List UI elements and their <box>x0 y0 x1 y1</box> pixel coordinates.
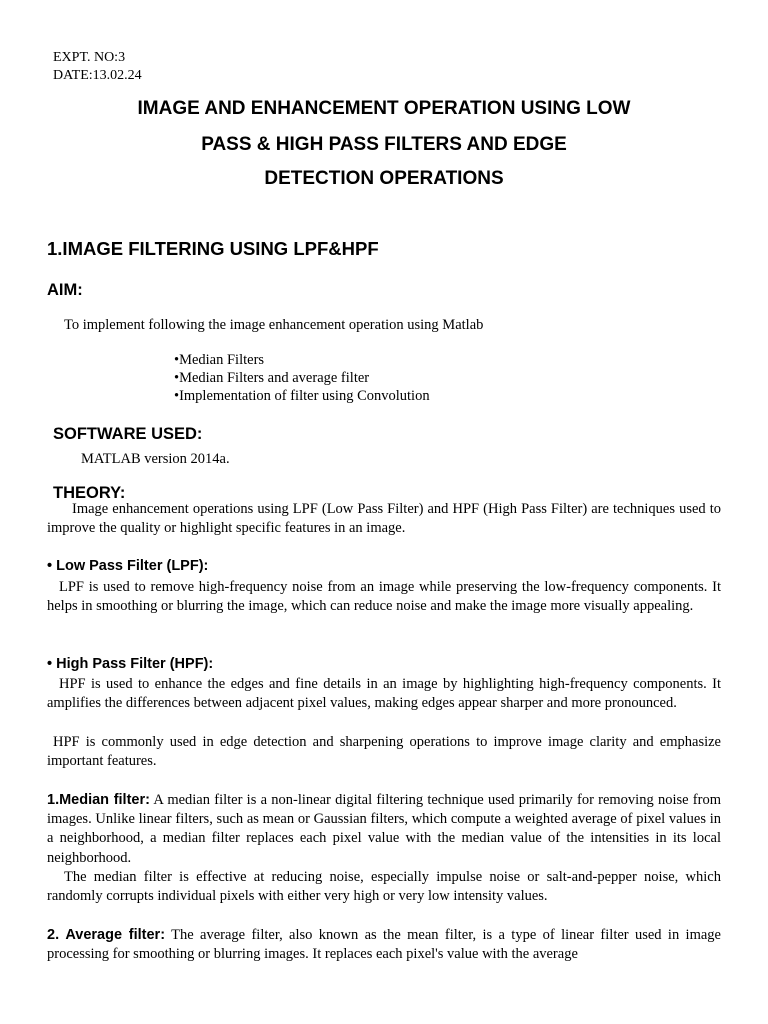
hpf-text-1: HPF is used to enhance the edges and fine details in an image by highlighting high-frequency components. It amplifies the differences between adjacent pixel values, making edges appear sharper and more pronounced. <box>47 676 721 712</box>
theory-heading: THEORY: <box>53 484 126 502</box>
average-label: 2. Average filter: <box>47 927 166 943</box>
median-text-1: A median filter is a non-linear digital filtering technique used primarily for removing noise from images. Unlike linear filters, such as mean or Gaussian filters, which compute a weighted average of pixel values in a neighborhood, a median filter replaces each pixel value with the median value of the intensities in its local neighborhood. <box>47 792 721 866</box>
software-text: MATLAB version 2014a. <box>81 451 230 467</box>
lpf-paragraph <box>47 578 721 616</box>
hpf-paragraph-2 <box>47 733 721 771</box>
lpf-text: LPF is used to remove high-frequency noise from an image while preserving the low-frequency components. It helps in smoothing or blurring the image, which can reduce noise and make the image more visually appealing. <box>47 579 721 615</box>
median-paragraph-2 <box>47 868 721 906</box>
theory-paragraph <box>47 500 721 538</box>
median-paragraph-1 <box>47 791 721 868</box>
median-text-2: The median filter is effective at reducing noise, especially impulse noise or salt-and-pepper noise, which randomly corrupts individual pixels with either very high or very low intensity values. <box>47 869 721 905</box>
aim-text: To implement following the image enhancement operation using Matlab <box>64 317 484 333</box>
document-title-line-3: DETECTION OPERATIONS <box>264 168 504 189</box>
hpf-text-2: HPF is commonly used in edge detection and sharpening operations to improve image clarity and emphasize important features. <box>47 734 721 770</box>
experiment-number: EXPT. NO:3 <box>53 50 126 65</box>
section-heading: 1.IMAGE FILTERING USING LPF&HPF <box>47 238 379 259</box>
aim-list-item: •Median Filters <box>174 352 265 368</box>
aim-heading: AIM: <box>47 281 83 299</box>
software-heading: SOFTWARE USED: <box>53 425 203 443</box>
aim-list <box>174 351 430 405</box>
average-text: The average filter, also known as the mean filter, is a type of linear filter used in image processing for smoothing or blurring images. It replaces each pixel's value with the average <box>47 927 721 963</box>
document-title-line-2: PASS & HIGH PASS FILTERS AND EDGE <box>201 134 567 155</box>
theory-text: Image enhancement operations using LPF (Low Pass Filter) and HPF (High Pass Filter) are techniques used to improve the quality or highlight specific features in an image. <box>47 501 721 537</box>
document-title-line-1: IMAGE AND ENHANCEMENT OPERATION USING LOW <box>137 98 631 119</box>
hpf-heading: • High Pass Filter (HPF): <box>47 656 214 672</box>
experiment-date: DATE:13.02.24 <box>53 68 142 83</box>
lpf-heading: • Low Pass Filter (LPF): <box>47 558 209 574</box>
aim-list-item: •Median Filters and average filter <box>174 370 370 386</box>
average-paragraph <box>47 926 721 964</box>
median-label: 1.Median filter: <box>47 792 150 808</box>
hpf-paragraph-1 <box>47 675 721 713</box>
aim-list-item: •Implementation of filter using Convolution <box>174 388 430 404</box>
